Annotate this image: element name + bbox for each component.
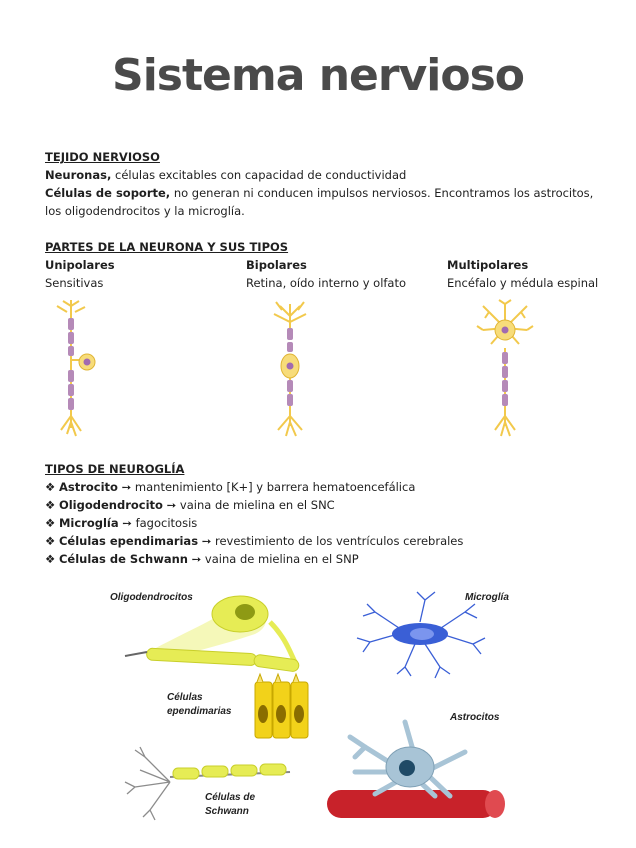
section-heading-partes: PARTES DE LA NEURONA Y SUS TIPOS <box>45 240 289 254</box>
ependymal-cells-illustration <box>167 674 308 738</box>
glia-name: Células ependimarias <box>58 534 199 548</box>
oligodendrocyte-illustration <box>110 592 300 672</box>
arrow-icon: ➙ <box>166 498 177 512</box>
glia-item-microglia <box>45 514 197 532</box>
glia-item-astrocito <box>45 478 415 496</box>
label-schwann-1: Células de <box>205 792 256 803</box>
text-soporte <box>45 184 593 202</box>
glia-item-ependimarias <box>45 532 463 550</box>
type-desc: Sensitivas <box>45 276 104 290</box>
page-title: Sistema nervioso <box>112 50 524 101</box>
bullet-icon: ❖ <box>45 534 56 548</box>
section-heading-tejido: TEJIDO NERVIOSO <box>45 150 160 164</box>
glia-item-schwann <box>45 550 359 568</box>
arrow-icon: ➙ <box>121 480 132 494</box>
term-soporte: Células de soporte, <box>45 186 171 200</box>
glia-item-oligodendrocito <box>45 496 335 514</box>
term-neuronas: Neuronas, <box>45 168 112 182</box>
glia-desc: fagocitosis <box>135 516 198 530</box>
microglia-illustration <box>357 592 509 678</box>
bullet-icon: ❖ <box>45 552 56 566</box>
type-desc: Encéfalo y médula espinal <box>447 276 599 290</box>
schwann-cells-illustration <box>125 747 290 820</box>
glia-name: Oligodendrocito <box>58 498 163 512</box>
multipolar-neuron-illustration <box>475 298 535 438</box>
text-soporte-cont: los oligodendrocitos y la microglía. <box>45 204 245 218</box>
text-neuronas <box>45 166 406 184</box>
unipolar-neuron-illustration <box>45 298 105 438</box>
section-heading-neuroglia: TIPOS DE NEUROGLÍA <box>45 462 185 476</box>
desc-soporte: no generan ni conducen impulsos nerviosos. Encontramos los astrocitos, <box>170 186 594 200</box>
glia-name: Astrocito <box>58 480 118 494</box>
type-name: Multipolares <box>447 258 529 272</box>
desc-neuronas: células excitables con capacidad de conductividad <box>111 168 407 182</box>
label-schwann-2: Schwann <box>205 806 249 817</box>
type-unipolar <box>45 256 115 292</box>
glia-name: Microglía <box>58 516 119 530</box>
arrow-icon: ➙ <box>201 534 212 548</box>
type-desc: Retina, oído interno y olfato <box>246 276 407 290</box>
type-bipolar <box>246 256 406 292</box>
glia-name: Células de Schwann <box>58 552 188 566</box>
label-ependimarias-1: Células <box>167 692 203 703</box>
bullet-icon: ❖ <box>45 480 56 494</box>
label-astrocitos: Astrocitos <box>450 712 500 723</box>
type-name: Unipolares <box>45 258 115 272</box>
bullet-icon: ❖ <box>45 516 56 530</box>
type-multipolar <box>447 256 598 292</box>
glia-desc: vaina de mielina en el SNC <box>179 498 335 512</box>
glia-desc: revestimiento de los ventrículos cerebrales <box>215 534 464 548</box>
arrow-icon: ➙ <box>191 552 202 566</box>
neuroglia-figure <box>105 582 535 832</box>
glia-desc: mantenimiento [K+] y barrera hematoencefálica <box>134 480 416 494</box>
type-name: Bipolares <box>246 258 307 272</box>
glia-desc: vaina de mielina en el SNP <box>204 552 359 566</box>
label-oligodendrocitos: Oligodendrocitos <box>110 592 193 603</box>
bipolar-neuron-illustration <box>260 298 320 438</box>
label-ependimarias-2: ependimarias <box>167 706 232 717</box>
label-microglia: Microglía <box>465 592 509 603</box>
astrocyte-illustration <box>327 712 505 818</box>
arrow-icon: ➙ <box>122 516 132 530</box>
bullet-icon: ❖ <box>45 498 56 512</box>
